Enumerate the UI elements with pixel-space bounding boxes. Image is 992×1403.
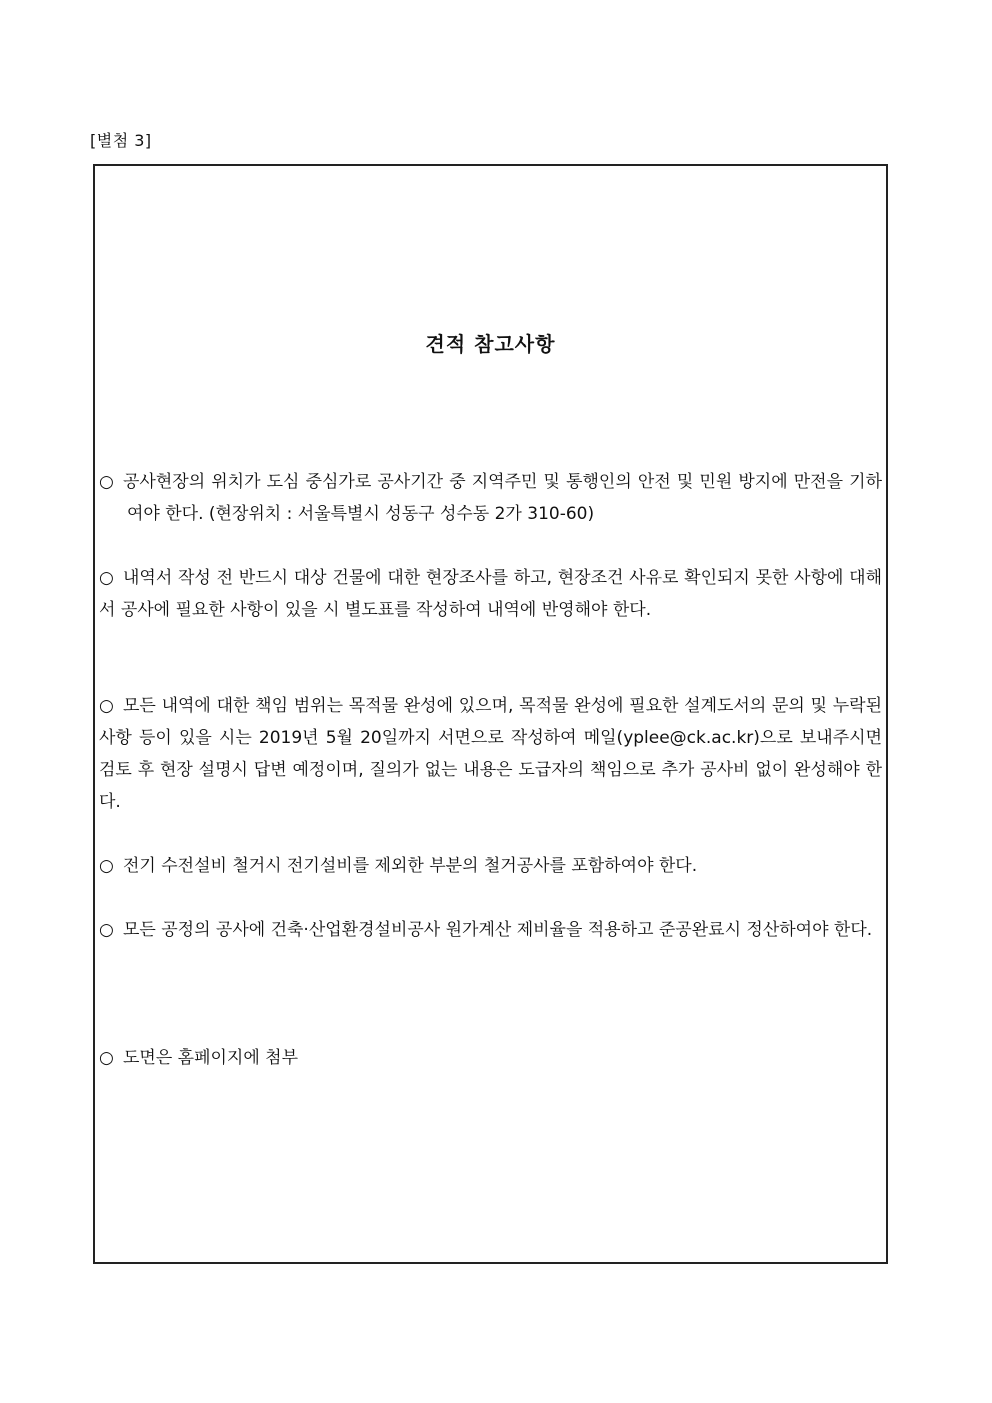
note-item-site-survey (99, 562, 882, 626)
note-text: 모든 공정의 공사에 건축·산업환경설비공사 원가계산 제비율을 적용하고 준공완료시 정산하여야 한다. (123, 920, 873, 940)
bullet-circle-icon: ○ (99, 568, 114, 588)
note-text: 내역서 작성 전 반드시 대상 건물에 대한 현장조사를 하고, 현장조건 사유로 확인되지 못한 사항에 대해서 공사에 필요한 사항이 있을 시 별도표를 작성하여 내역에 반영해야 한다. (99, 568, 882, 620)
note-item-cost-rate (99, 914, 882, 946)
bullet-circle-icon: ○ (99, 856, 114, 876)
note-text: 공사현장의 위치가 도심 중심가로 공사기간 중 지역주민 및 통행인의 안전 및 민원 방지에 만전을 기하여야 한다. (현장위치 : 서울특별시 성동구 성수동 2가 310-60) (123, 472, 882, 524)
bullet-circle-icon: ○ (99, 472, 114, 492)
note-item-site-safety (99, 466, 882, 530)
note-text: 모든 내역에 대한 책임 범위는 목적물 완성에 있으며, 목적물 완성에 필요한 설계도서의 문의 및 누락된 사항 등이 있을 시는 2019년 5월 20일까지 서면으로 작성하여 메일(yplee@ck.ac.kr)으로 보내주시면 검토 후 현장 설명시 답변 예정이며, 질의가 없는 내용은 도급자의 책임으로 추가 공사비 없이 완성해야 한다. (99, 696, 882, 812)
bullet-circle-icon: ○ (99, 696, 114, 716)
note-item-drawings (99, 1042, 882, 1074)
bullet-circle-icon: ○ (99, 1048, 114, 1068)
bullet-circle-icon: ○ (99, 920, 114, 940)
note-item-responsibility (99, 690, 882, 818)
document-box (93, 164, 888, 1264)
note-item-demolition (99, 850, 882, 882)
document-title: 견적 참고사항 (425, 332, 556, 356)
attachment-label: [별첨 3] (90, 131, 152, 150)
note-text: 도면은 홈페이지에 첨부 (123, 1048, 299, 1068)
note-text: 전기 수전설비 철거시 전기설비를 제외한 부분의 철거공사를 포함하여야 한다. (123, 856, 698, 876)
